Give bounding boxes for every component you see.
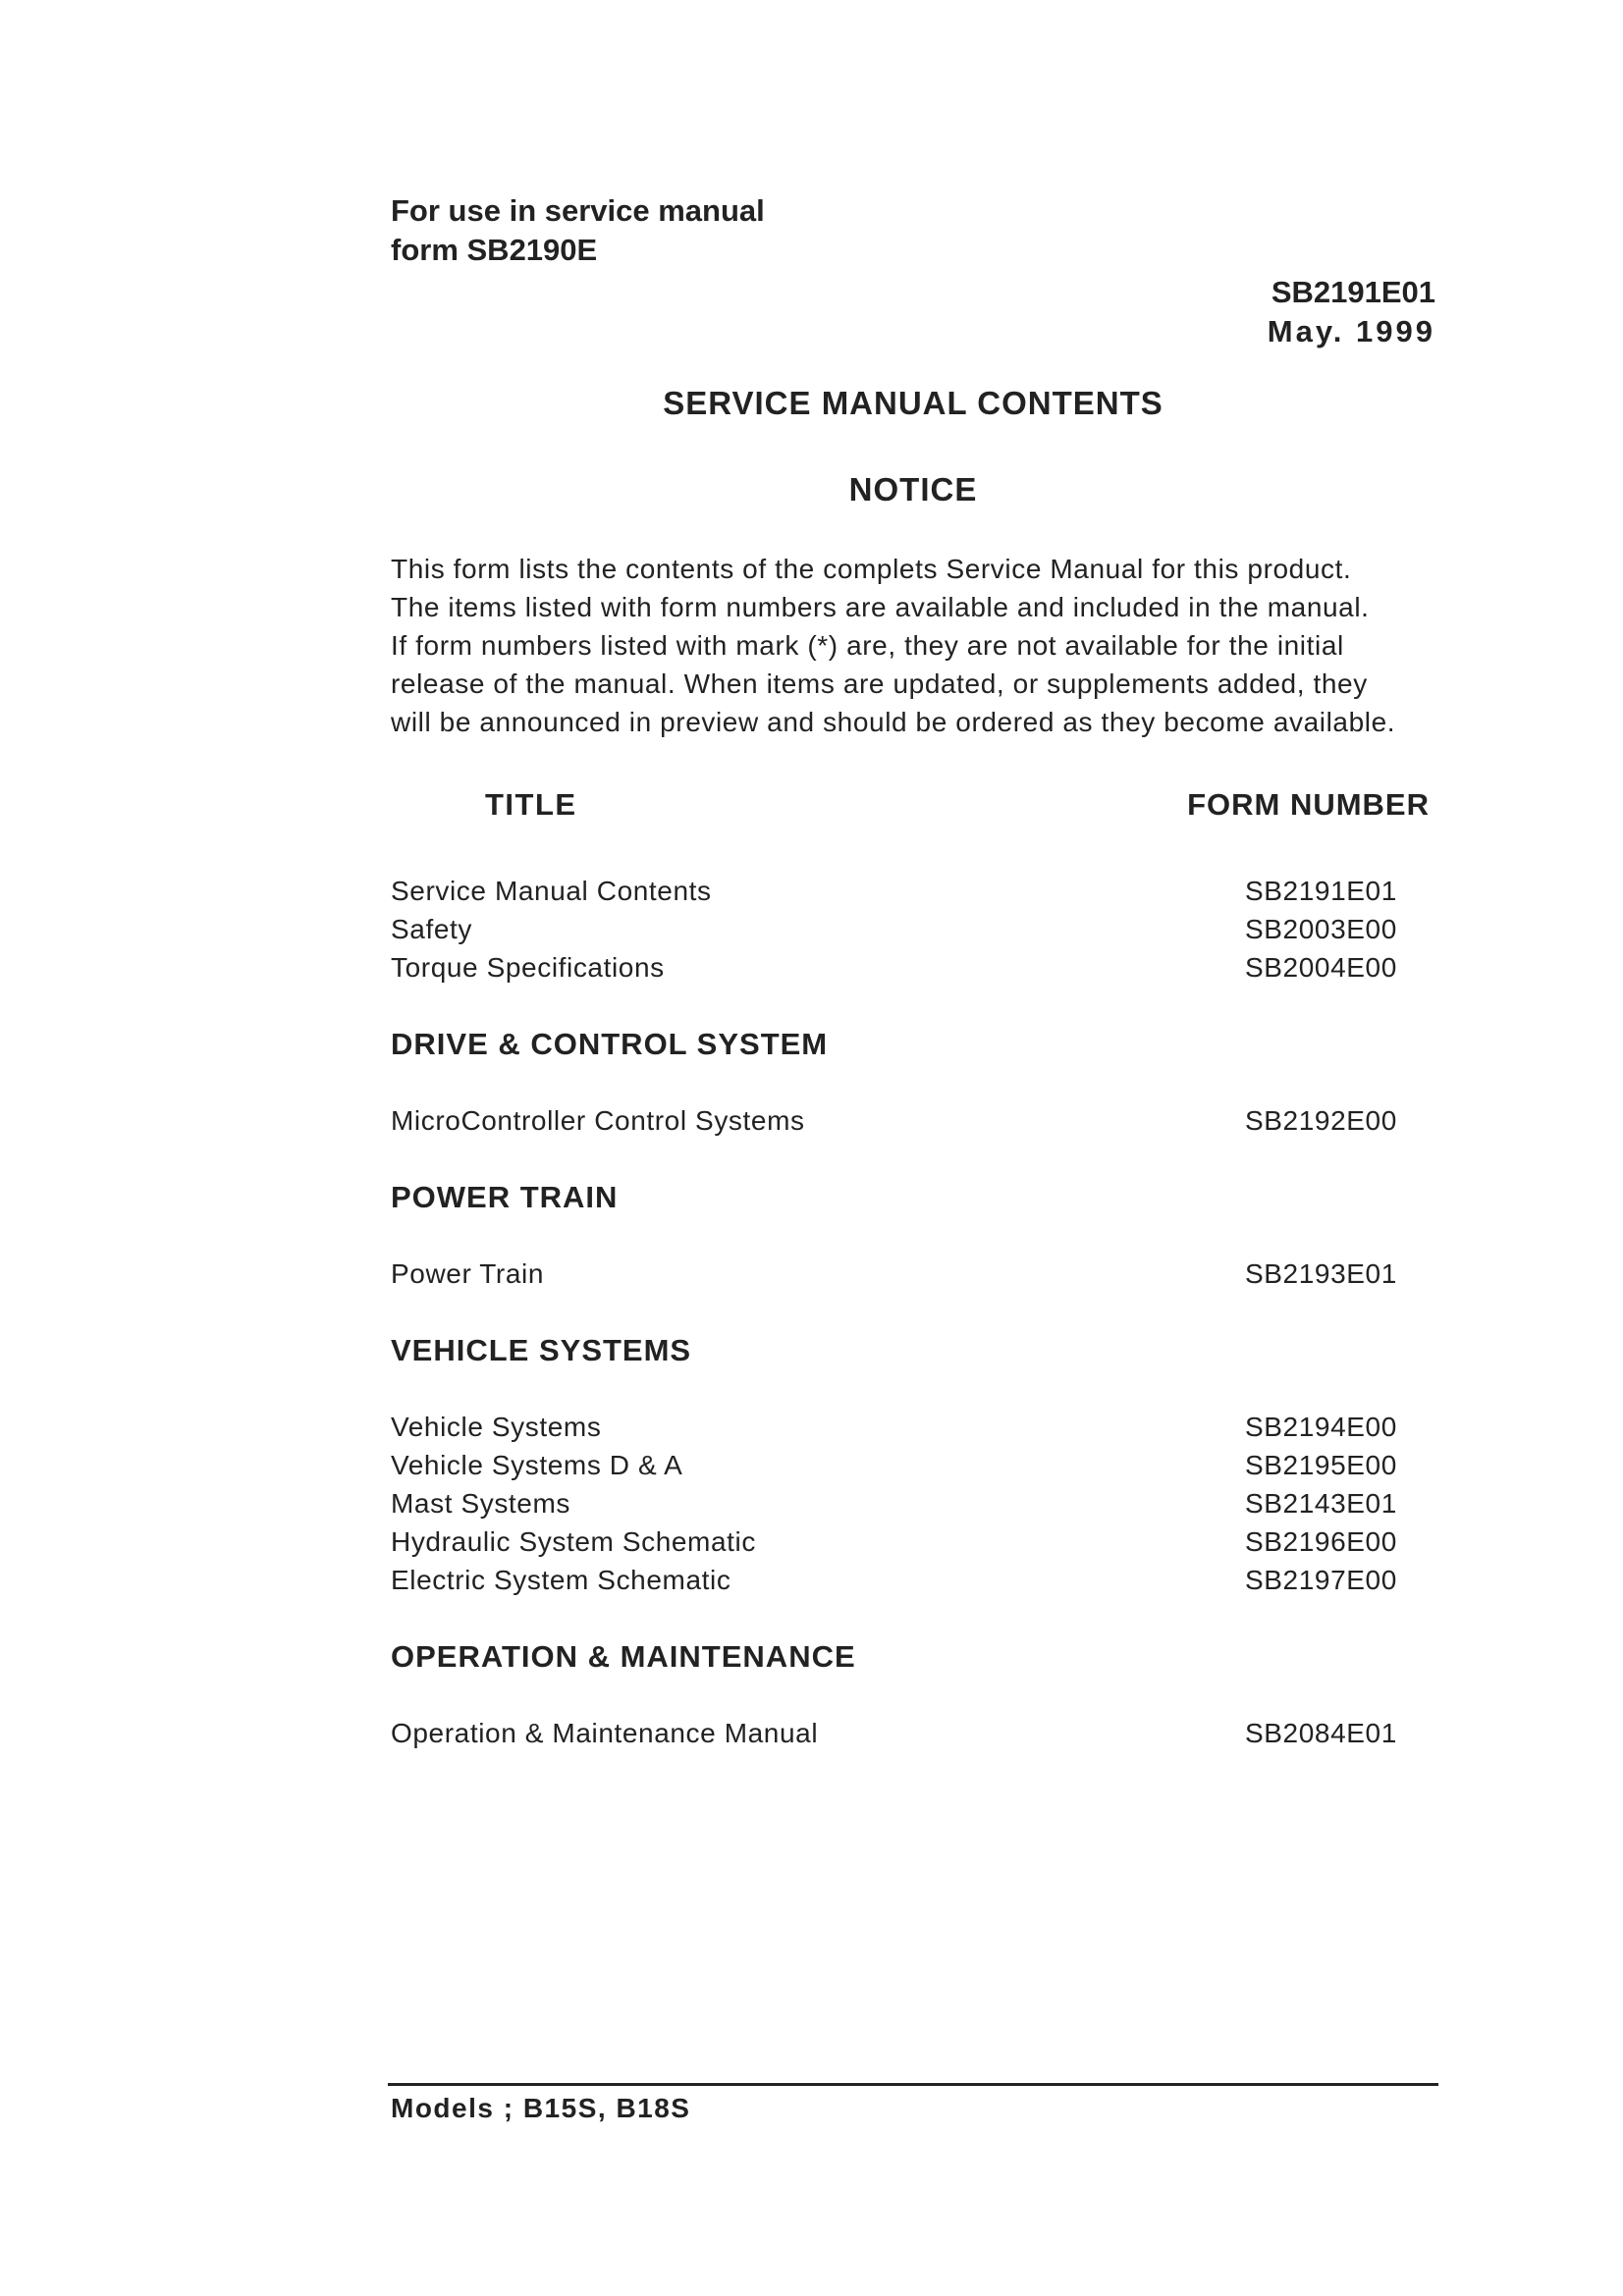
entry-title: Safety — [391, 914, 472, 944]
entry-title: Power Train — [391, 1258, 544, 1289]
entry-form-number: SB2143E01 — [1245, 1488, 1397, 1519]
column-header-title: TITLE — [485, 787, 577, 822]
entry-form-number: SB2003E00 — [1245, 914, 1397, 944]
document-title: SERVICE MANUAL CONTENTS — [663, 385, 1163, 421]
entry-form-number: SB2195E00 — [1245, 1450, 1397, 1480]
form-number: SB2191E01 — [1271, 275, 1435, 309]
contents-row — [391, 1522, 1402, 1561]
section-heading: POWER TRAIN — [391, 1180, 619, 1214]
contents-row — [391, 1408, 1402, 1446]
contents-row — [391, 910, 1402, 948]
entry-title: Electric System Schematic — [391, 1565, 731, 1595]
contents-list — [391, 872, 1402, 1752]
contents-row — [391, 1446, 1402, 1484]
entry-form-number: SB2191E01 — [1245, 876, 1397, 906]
entry-form-number: SB2196E00 — [1245, 1526, 1397, 1557]
entry-form-number: SB2084E01 — [1245, 1718, 1397, 1748]
notice-body — [391, 550, 1441, 741]
notice-line: If form numbers listed with mark (*) are, they are not available for the initial — [391, 630, 1344, 661]
contents-row — [391, 948, 1402, 987]
footer-divider — [388, 2083, 1438, 2086]
entry-form-number: SB2197E00 — [1245, 1565, 1397, 1595]
notice-line: will be announced in preview and should be ordered as they become available. — [391, 707, 1396, 737]
notice-line: release of the manual. When items are updated, or supplements added, they — [391, 668, 1368, 699]
notice-heading: NOTICE — [848, 471, 978, 507]
entry-form-number: SB2192E00 — [1245, 1105, 1397, 1136]
for-use-line-1: For use in service manual — [391, 193, 765, 228]
notice-line: The items listed with form numbers are available and included in the manual. — [391, 592, 1370, 622]
notice-line: This form lists the contents of the complets Service Manual for this product. — [391, 554, 1352, 584]
contents-row — [391, 1101, 1402, 1140]
contents-row — [391, 872, 1402, 910]
models-label: Models ; B15S, B18S — [391, 2093, 691, 2123]
contents-row — [391, 1714, 1402, 1752]
column-header-form-number: FORM NUMBER — [1187, 787, 1430, 822]
section-heading: OPERATION & MAINTENANCE — [391, 1639, 856, 1674]
issue-date: May. 1999 — [1267, 314, 1435, 348]
for-use-line-2: form SB2190E — [391, 233, 598, 267]
contents-row — [391, 1484, 1402, 1522]
contents-row — [391, 1255, 1402, 1293]
entry-form-number: SB2004E00 — [1245, 952, 1397, 983]
for-use-note — [391, 191, 765, 270]
section-heading: DRIVE & CONTROL SYSTEM — [391, 1027, 829, 1061]
entry-title: Torque Specifications — [391, 952, 665, 983]
entry-title: MicroController Control Systems — [391, 1105, 805, 1136]
entry-title: Vehicle Systems — [391, 1412, 602, 1442]
contents-row — [391, 1561, 1402, 1599]
entry-title: Operation & Maintenance Manual — [391, 1718, 819, 1748]
section-heading: VEHICLE SYSTEMS — [391, 1333, 692, 1367]
entry-title: Hydraulic System Schematic — [391, 1526, 756, 1557]
entry-title: Mast Systems — [391, 1488, 571, 1519]
entry-title: Service Manual Contents — [391, 876, 712, 906]
entry-form-number: SB2194E00 — [1245, 1412, 1397, 1442]
entry-title: Vehicle Systems D & A — [391, 1450, 683, 1480]
entry-form-number: SB2193E01 — [1245, 1258, 1397, 1289]
